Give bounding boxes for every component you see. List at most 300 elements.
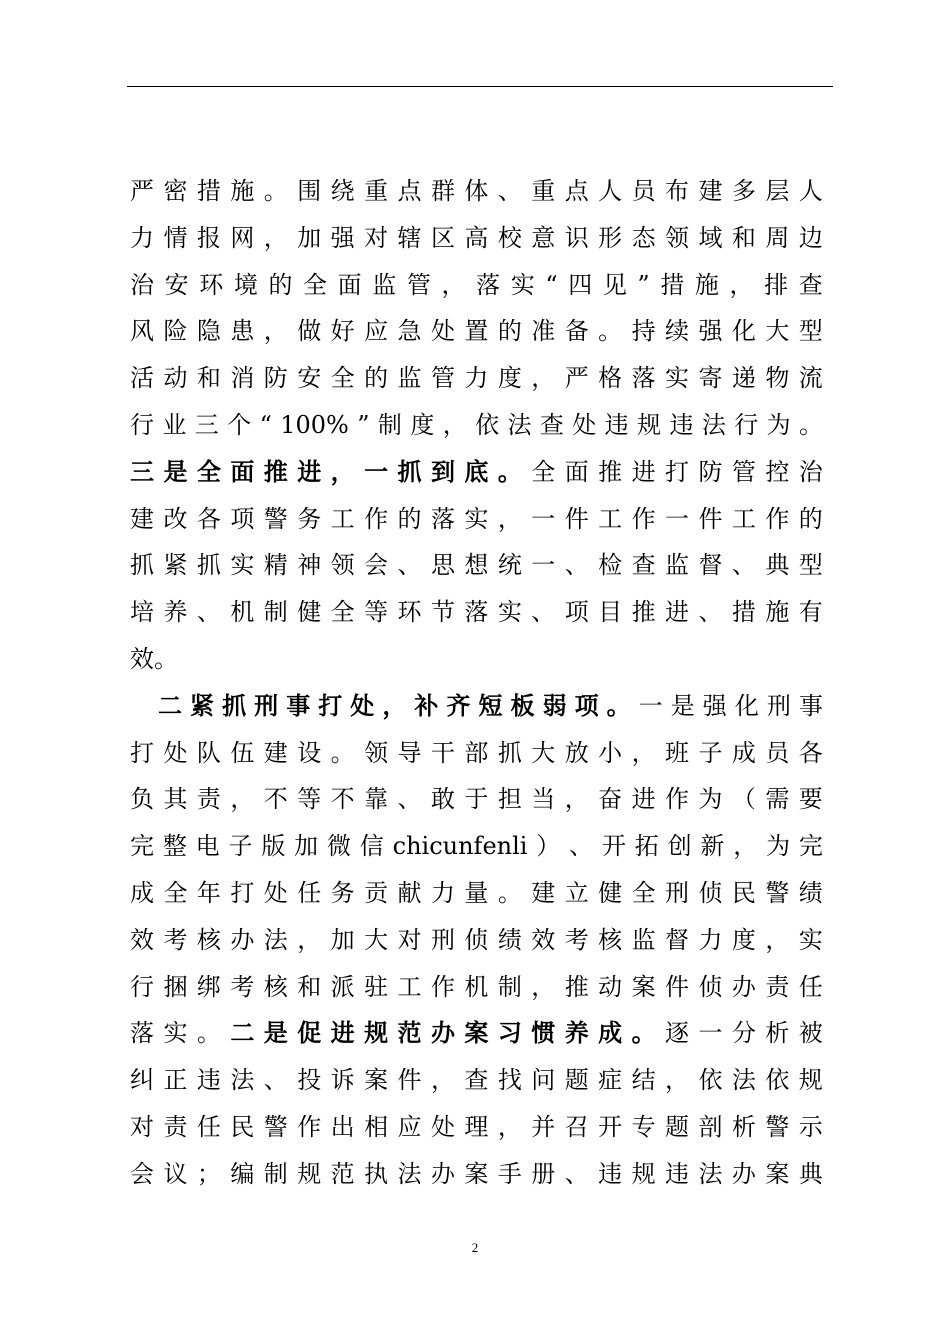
text-glyph: 效 — [130, 925, 154, 954]
text-glyph: 人 — [798, 177, 823, 205]
text-glyph: 思 — [430, 551, 455, 580]
text-glyph: 部 — [464, 738, 489, 767]
text-glyph: 建 — [698, 177, 723, 205]
text-glyph: 、 — [569, 832, 594, 861]
text-glyph: 析 — [765, 1019, 790, 1048]
text-glyph: 开 — [598, 1112, 623, 1141]
text-glyph: 进 — [297, 456, 322, 486]
text-glyph: 伍 — [230, 738, 255, 767]
text-glyph: ” — [637, 270, 650, 299]
text-glyph: 推 — [631, 598, 656, 627]
text-line — [130, 636, 823, 683]
text-glyph: 备 — [564, 317, 589, 346]
text-glyph: 处 — [163, 738, 188, 767]
text-glyph: ， — [729, 270, 754, 299]
text-glyph: 流 — [798, 364, 823, 393]
text-glyph: 强 — [330, 223, 355, 252]
text-glyph: 患 — [230, 317, 255, 346]
text-glyph: 惯 — [531, 1018, 556, 1048]
text-glyph: 案 — [364, 1066, 389, 1095]
text-glyph: 全 — [163, 878, 188, 907]
text-glyph: 密 — [163, 177, 188, 205]
text-glyph: 实 — [163, 1019, 188, 1048]
text-glyph: 电 — [195, 832, 220, 861]
text-glyph: 一 — [638, 691, 663, 720]
text-glyph: 核 — [196, 925, 221, 954]
text-line — [130, 168, 823, 215]
text-glyph: 、 — [196, 598, 221, 627]
text-glyph: 寄 — [698, 364, 723, 393]
text-glyph: 强 — [698, 317, 723, 346]
text-glyph: 实 — [230, 551, 255, 580]
text-glyph: ， — [230, 785, 255, 814]
text-glyph: 题 — [665, 1112, 689, 1141]
text-glyph: 导 — [397, 738, 422, 767]
text-glyph: 不 — [263, 785, 288, 814]
text-glyph: 员 — [765, 738, 790, 767]
text-glyph: 短 — [478, 690, 503, 720]
text-glyph: ， — [382, 690, 407, 720]
text-glyph: 。 — [196, 1019, 221, 1048]
text-glyph: 警 — [263, 1112, 288, 1141]
text-glyph: 靠 — [364, 785, 389, 814]
text-glyph: 贡 — [364, 878, 389, 907]
text-glyph: 派 — [330, 972, 355, 1001]
text-glyph: 、 — [531, 598, 556, 627]
text-glyph: 打 — [130, 738, 154, 767]
text-glyph: 抓 — [397, 456, 422, 486]
text-glyph: 网 — [230, 223, 255, 252]
text-glyph: 推 — [564, 972, 589, 1001]
text-glyph: 弱 — [542, 690, 567, 720]
text-glyph: 的 — [364, 364, 389, 393]
text-glyph: 刑 — [254, 690, 279, 720]
text-glyph: 办 — [731, 972, 756, 1001]
text-glyph: 补 — [414, 690, 439, 720]
text-glyph: 成 — [598, 1018, 623, 1048]
text-glyph: 打 — [318, 690, 343, 720]
text-glyph: 精 — [263, 551, 288, 580]
text-glyph: 纠 — [130, 1066, 154, 1095]
text-glyph: 一 — [364, 456, 389, 486]
text-glyph: 安 — [297, 364, 322, 393]
text-glyph: 投 — [297, 1066, 322, 1095]
text-glyph: 强 — [702, 691, 727, 720]
text-glyph: 依 — [765, 1066, 790, 1095]
text-glyph: 法 — [698, 1159, 723, 1188]
text-glyph: 见 — [602, 270, 627, 299]
text-glyph: 风 — [130, 317, 154, 346]
text-glyph: 典 — [765, 551, 790, 580]
text-glyph: 会 — [130, 1159, 154, 1188]
text-glyph: 办 — [230, 925, 255, 954]
document-body — [130, 168, 823, 1198]
text-glyph: 板 — [510, 690, 535, 720]
text-glyph: 。 — [263, 177, 288, 205]
text-glyph: 绑 — [196, 972, 221, 1001]
text-glyph: 四 — [568, 270, 593, 299]
text-glyph: 整 — [162, 832, 187, 861]
text-glyph: 行 — [130, 972, 154, 1001]
text-glyph: 到 — [430, 456, 455, 486]
text-glyph: 监 — [397, 364, 422, 393]
text-glyph: 置 — [464, 317, 489, 346]
text-line — [130, 870, 823, 917]
text-glyph: 。 — [330, 738, 355, 767]
text-glyph: 工 — [397, 972, 422, 1001]
text-glyph: 正 — [163, 1066, 188, 1095]
text-glyph: 法 — [507, 410, 532, 439]
text-glyph: 件 — [665, 972, 689, 1001]
text-glyph: 养 — [564, 1018, 589, 1048]
text-glyph: 担 — [497, 785, 522, 814]
text-line — [130, 1010, 823, 1057]
text-glyph: 管 — [430, 364, 455, 393]
text-glyph: ， — [665, 1066, 689, 1095]
text-glyph: 隐 — [196, 317, 221, 346]
text-glyph: 检 — [598, 551, 623, 580]
text-glyph: 范 — [397, 1018, 422, 1048]
text-glyph: 进 — [631, 785, 656, 814]
text-glyph: 奋 — [598, 785, 623, 814]
text-glyph: 处 — [263, 878, 288, 907]
text-line — [130, 776, 823, 823]
text-glyph: 案 — [464, 1018, 489, 1048]
text-glyph: 面 — [337, 270, 362, 299]
text-glyph: 规 — [364, 1018, 389, 1048]
text-glyph: 核 — [263, 972, 288, 1001]
text-glyph: 警 — [263, 504, 288, 533]
text-glyph: 促 — [297, 1018, 322, 1048]
text-glyph: 进 — [665, 598, 689, 627]
text-glyph: 推 — [263, 456, 288, 486]
text-glyph: 工 — [731, 504, 756, 533]
text-glyph: 是 — [163, 456, 188, 486]
text-glyph: 为 — [766, 410, 791, 439]
text-glyph: 识 — [564, 223, 589, 252]
text-glyph: 防 — [263, 364, 288, 393]
text-glyph: 。 — [606, 690, 631, 720]
text-glyph: 人 — [598, 177, 623, 205]
text-glyph: ， — [733, 832, 758, 861]
text-glyph: 险 — [163, 317, 188, 346]
text-glyph: 紧 — [190, 690, 215, 720]
text-glyph: 落 — [430, 504, 455, 533]
text-glyph: 规 — [798, 1066, 823, 1095]
text-glyph: 严 — [130, 177, 154, 205]
text-glyph: 结 — [631, 1066, 656, 1095]
text-line — [130, 355, 823, 402]
text-glyph: 刑 — [665, 878, 689, 907]
text-glyph: 务 — [297, 504, 322, 533]
text-glyph: 为 — [766, 832, 791, 861]
text-line — [130, 215, 823, 262]
text-glyph: 进 — [631, 457, 656, 486]
text-glyph: 事 — [798, 691, 823, 720]
text-glyph: 议 — [163, 1159, 188, 1188]
text-line — [130, 402, 823, 449]
text-glyph: 等 — [297, 785, 322, 814]
text-glyph: 不 — [330, 785, 355, 814]
text-glyph: 层 — [765, 177, 790, 205]
text-glyph: 二 — [230, 1018, 255, 1048]
text-glyph: 责 — [196, 785, 221, 814]
text-glyph: 想 — [464, 551, 489, 580]
text-glyph: 域 — [698, 223, 723, 252]
text-glyph: 作 — [430, 972, 455, 1001]
text-glyph: 机 — [464, 972, 489, 1001]
text-glyph: 法 — [397, 1159, 422, 1188]
text-glyph: 。 — [598, 317, 623, 346]
text-glyph: 加 — [297, 223, 322, 252]
text-glyph: “ — [259, 410, 272, 439]
text-glyph: 境 — [233, 270, 258, 299]
text-glyph: 递 — [731, 364, 756, 393]
text-glyph: 违 — [665, 1159, 689, 1188]
text-glyph: 环 — [397, 598, 422, 627]
text-glyph: 册 — [531, 1159, 556, 1188]
text-glyph: 抓 — [130, 551, 154, 580]
text-glyph: 要 — [798, 785, 823, 814]
text-glyph: 法 — [731, 1066, 756, 1095]
text-glyph: 绩 — [798, 878, 823, 907]
text-glyph: 违 — [604, 410, 629, 439]
text-glyph: 完 — [130, 832, 154, 861]
text-glyph: 面 — [230, 456, 255, 486]
text-glyph: 周 — [765, 223, 790, 252]
text-glyph: 力 — [464, 364, 489, 393]
text-line — [130, 449, 823, 496]
text-glyph: 任 — [297, 878, 322, 907]
text-glyph: 度 — [410, 410, 435, 439]
text-glyph: 问 — [531, 1066, 556, 1095]
text-glyph: 群 — [430, 177, 455, 205]
text-glyph: 动 — [598, 972, 623, 1001]
text-glyph: 落 — [476, 270, 501, 299]
text-glyph: 管 — [406, 270, 431, 299]
text-glyph: 作 — [665, 785, 689, 814]
text-glyph: 考 — [163, 925, 188, 954]
text-glyph: ， — [330, 456, 355, 486]
text-glyph: 会 — [364, 551, 389, 580]
text-glyph: ， — [430, 1066, 455, 1095]
text-glyph: 的 — [268, 270, 293, 299]
text-glyph: 制 — [497, 972, 522, 1001]
text-glyph: 法 — [230, 1066, 255, 1095]
text-glyph: 规 — [631, 1159, 656, 1188]
text-glyph: 行 — [734, 410, 759, 439]
text-glyph: 、 — [397, 551, 422, 580]
text-glyph: 年 — [196, 878, 221, 907]
text-glyph: 警 — [765, 878, 790, 907]
text-glyph: 统 — [497, 551, 522, 580]
text-glyph: 责 — [765, 972, 790, 1001]
text-glyph: 是 — [263, 1018, 288, 1048]
text-glyph: ， — [631, 738, 656, 767]
text-glyph: 打 — [665, 457, 689, 486]
text-glyph: 新 — [700, 832, 725, 861]
text-glyph: 敢 — [430, 785, 455, 814]
text-glyph: 点 — [564, 177, 589, 205]
text-glyph: 微 — [326, 832, 351, 861]
text-glyph: 、 — [397, 785, 422, 814]
text-glyph: 动 — [163, 364, 188, 393]
text-glyph: 件 — [698, 504, 723, 533]
text-glyph: 出 — [330, 1112, 355, 1141]
text-glyph: 监 — [631, 925, 656, 954]
text-glyph: 项 — [564, 598, 589, 627]
text-glyph: 其 — [163, 785, 188, 814]
text-glyph: 捆 — [163, 972, 188, 1001]
text-glyph: 的 — [497, 317, 522, 346]
text-glyph: 大 — [364, 925, 389, 954]
text-glyph: 小 — [598, 738, 623, 767]
text-glyph: 查 — [539, 410, 564, 439]
text-glyph: 全 — [330, 364, 355, 393]
text-glyph: 化 — [731, 317, 756, 346]
text-glyph: 考 — [230, 972, 255, 1001]
text-glyph: 。 — [799, 410, 823, 439]
text-glyph: 编 — [230, 1159, 255, 1188]
text-glyph: 神 — [297, 551, 322, 580]
text-glyph: 围 — [297, 177, 322, 205]
text-glyph: 、 — [263, 1066, 288, 1095]
text-glyph: 办 — [430, 1159, 455, 1188]
text-glyph: 情 — [163, 223, 188, 252]
text-glyph: 侦 — [698, 972, 723, 1001]
text-glyph: 实 — [798, 925, 823, 954]
text-glyph: 考 — [564, 925, 589, 954]
text-glyph: ， — [564, 785, 589, 814]
text-glyph: 民 — [230, 1112, 255, 1141]
text-glyph: 落 — [631, 364, 656, 393]
text-glyph: 信 — [359, 832, 384, 861]
text-glyph: 重 — [364, 177, 389, 205]
text-glyph: 对 — [397, 925, 422, 954]
text-glyph: 版 — [261, 832, 286, 861]
text-glyph: 活 — [130, 364, 154, 393]
text-glyph: 三 — [194, 410, 219, 439]
page-number: 2 — [471, 1240, 479, 1255]
text-glyph: 辖 — [397, 223, 422, 252]
text-glyph: 等 — [364, 598, 389, 627]
text-glyph: 。 — [631, 1018, 656, 1048]
text-glyph: 处 — [430, 317, 455, 346]
text-line — [130, 1104, 823, 1151]
text-glyph: 格 — [598, 364, 623, 393]
text-glyph: ” — [357, 410, 370, 439]
text-glyph: 、 — [698, 598, 723, 627]
text-glyph: 侦 — [464, 925, 489, 954]
text-glyph: ， — [497, 1112, 522, 1141]
text-glyph: ， — [263, 223, 288, 252]
text-glyph: “ — [545, 270, 558, 299]
text-glyph: 立 — [564, 878, 589, 907]
text-glyph: 抓 — [196, 551, 221, 580]
text-glyph: 各 — [798, 738, 823, 767]
text-glyph: 的 — [397, 504, 422, 533]
text-glyph: 案 — [464, 1159, 489, 1188]
text-glyph: 任 — [196, 1112, 221, 1141]
text-glyph: 力 — [130, 223, 154, 252]
text-glyph: ； — [196, 1159, 221, 1188]
text-glyph: 监 — [665, 551, 689, 580]
text-glyph: 型 — [798, 317, 823, 346]
text-glyph: 干 — [430, 738, 455, 767]
text-glyph: 抓 — [497, 738, 522, 767]
text-line — [130, 683, 823, 730]
text-glyph: 边 — [798, 223, 823, 252]
text-glyph: 底 — [464, 456, 489, 486]
text-glyph: 核 — [598, 925, 623, 954]
text-glyph: 重 — [531, 177, 556, 205]
text-glyph: 实 — [464, 504, 489, 533]
text-glyph: chicunfenli — [392, 832, 528, 861]
text-glyph: 被 — [798, 1019, 823, 1048]
text-glyph: 示 — [798, 1112, 823, 1141]
text-glyph: ， — [765, 925, 790, 954]
text-glyph: 办 — [731, 1159, 756, 1188]
text-glyph: 民 — [731, 878, 756, 907]
text-glyph: 侦 — [698, 878, 723, 907]
text-glyph: 办 — [430, 1018, 455, 1048]
text-glyph: 当 — [531, 785, 556, 814]
text-line — [130, 917, 823, 964]
text-glyph: 健 — [297, 598, 322, 627]
text-glyph: 逐 — [665, 1019, 689, 1048]
text-glyph: 、 — [564, 551, 589, 580]
text-glyph: 召 — [564, 1112, 589, 1141]
text-glyph: 为 — [698, 785, 723, 814]
text-glyph: 实 — [665, 364, 689, 393]
text-glyph: 报 — [196, 223, 221, 252]
text-glyph: 态 — [631, 223, 656, 252]
text-glyph: 面 — [564, 457, 589, 486]
text-glyph: 处 — [572, 410, 597, 439]
text-glyph: 依 — [698, 1066, 723, 1095]
text-glyph: 严 — [564, 364, 589, 393]
text-glyph: 析 — [731, 1112, 756, 1141]
text-glyph: 查 — [464, 1066, 489, 1095]
text-glyph: 消 — [230, 364, 255, 393]
text-glyph: 管 — [731, 457, 756, 486]
text-glyph: 节 — [430, 598, 455, 627]
text-glyph: 治 — [130, 270, 154, 299]
text-glyph: 刑 — [430, 925, 455, 954]
text-glyph: ， — [531, 972, 556, 1001]
text-glyph: 处 — [430, 1112, 455, 1141]
text-glyph: 安 — [164, 270, 189, 299]
text-glyph: 施 — [230, 177, 255, 205]
text-glyph: 案 — [765, 1159, 790, 1188]
text-glyph: 件 — [564, 504, 589, 533]
text-glyph: 区 — [430, 223, 455, 252]
text-glyph: 大 — [531, 738, 556, 767]
text-glyph: 员 — [631, 177, 656, 205]
text-glyph: 布 — [665, 177, 689, 205]
text-glyph: 建 — [531, 878, 556, 907]
text-glyph: 一 — [531, 504, 556, 533]
text-glyph: （ — [731, 785, 756, 814]
text-glyph: 全 — [631, 878, 656, 907]
text-glyph: 实 — [497, 598, 522, 627]
text-glyph: 负 — [130, 785, 154, 814]
text-glyph: 项 — [230, 504, 255, 533]
text-glyph: 制 — [263, 598, 288, 627]
text-glyph: 点 — [397, 177, 422, 205]
text-glyph: 违 — [196, 1066, 221, 1095]
text-line — [130, 589, 823, 636]
